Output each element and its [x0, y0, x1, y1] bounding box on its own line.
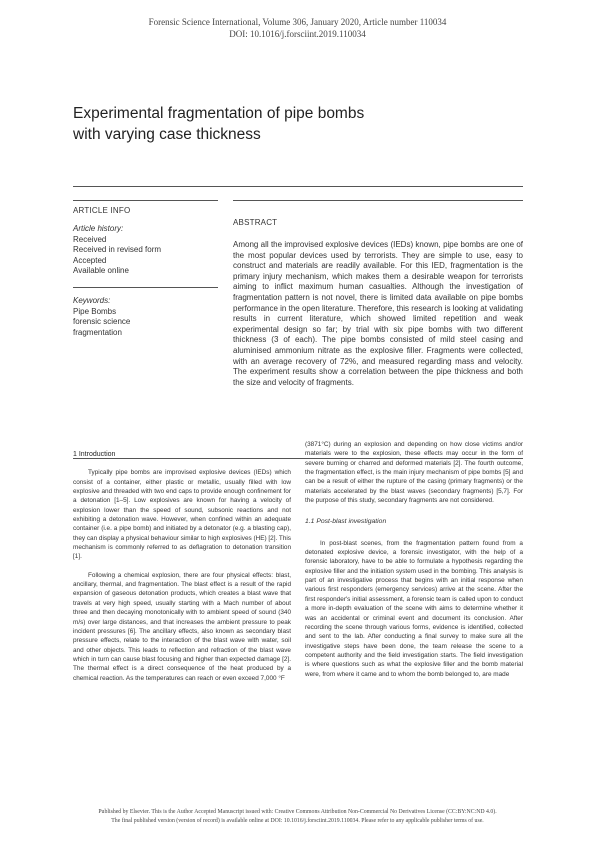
journal-citation: Forensic Science International, Volume 306, January 2020, Article number 110034: [148, 17, 447, 27]
history-item: Received in revised form: [73, 245, 162, 255]
journal-header: [0, 16, 595, 40]
body-paragraph: Following a chemical explosion, there are four physical effects: blast, ancillary, thermal, and fragmentation. The blast effect is a result of the rapid expansion of gaseous detonation products, which creates a blast wave that travels at very high speed, usually starting with a Mach number of about three and then decaying monotonically with to ambient speed of sound (340 m/s) over large distances, and that increases the ambient pressure to peak incident pressures [6]. The ancillary effects, also known as secondary blast pressure effects, relate to the interaction of the blast wave with water, soil and other objects. This leads to reflection and refraction of the blast wave which in turn can cause blast focusing and higher than expected damage [2]. The thermal effect is a direct consequence of the heat produced by a chemical reaction. As the temperatures can reach or even exceed 7,000 °F: [73, 571, 291, 682]
subsection-heading: 1.1 Post-blast investigation: [305, 518, 387, 526]
article-history: [73, 224, 223, 277]
keyword-item: forensic science: [73, 317, 131, 327]
body-column-left: [73, 450, 291, 683]
keywords-block: [73, 296, 223, 338]
title-divider: [73, 186, 523, 187]
intro-heading: 1 Introduction: [73, 451, 116, 458]
keywords-label: Keywords:: [73, 296, 111, 305]
keywords-rule: [73, 287, 218, 288]
abstract-rule: [233, 200, 523, 201]
history-item: Available online: [73, 266, 129, 276]
keyword-item: fragmentation: [73, 327, 122, 337]
article-info-rule: [73, 200, 218, 201]
article-info-heading: ARTICLE INFO: [73, 206, 131, 215]
history-item: Received: [73, 234, 107, 244]
history-label: Article history:: [73, 224, 124, 233]
footer-line: The final published version (version of record) is available online at DOI: 10.1016/j.forsciint.2019.110034. Please refer to any applicable publisher terms of use.: [111, 817, 484, 824]
history-item: Accepted: [73, 255, 107, 265]
abstract-heading: ABSTRACT: [233, 218, 278, 227]
keyword-item: Pipe Bombs: [73, 306, 117, 316]
title-line-1: Experimental fragmentation of pipe bombs: [73, 105, 365, 122]
body-column-right: [305, 440, 523, 679]
article-title: [73, 103, 513, 145]
body-paragraph: Typically pipe bombs are improvised explosive devices (IEDs) which consist of a container, either plastic or metallic, usually filled with low explosive and threaded with two end caps to provide enough confinement for a detonation [1–5]. Low explosives are known for having a velocity of explosion lower than the speed of sound, subsonic reactions and not exhibiting a detonation wave. However, when confined within an adequate container (i.e. a pipe bomb) and initiated by a detonator (e.g. a blasting cap), they can display a physical behaviour similar to high explosives (HE) [2]. This mechanism is commonly referred to as deflagration to detonation transition [1].: [73, 469, 291, 561]
body-paragraph: In post-blast scenes, from the fragmentation pattern found from a detonated explosive device, a forensic investigator, with the help of a forensic laboratory, have to be able to formulate a hypothesis regarding the explosive filler and the initiation system used in the bombing. This analysis is part of an investigative process that begins with an initial response when various first responders (emergency services) arrive at the scene. After the first responder's initial assessment, a forensic team is called upon to conduct a more in-depth evaluation of the scene with aims to determine whether it was an accidental or criminal event and document its conclusion. After recording the scene through various forms, evidence is identified, collected and sent to the lab. After conducting a final survey to make sure all the investigative steps have been done, the team release the scene to a competent authority and the field investigation starts. The field investigation is where questions such as what the explosive filler and the bomb material were, from where it came and to whom the bomb belonged to, are made: [305, 539, 523, 678]
license-footer: [0, 808, 595, 825]
footer-line: Published by Elsevier. This is the Author Accepted Manuscript issued with: Creative Commons Attribution Non-Commercial No Derivatives License (CC:BY:NC:ND 4.0).: [98, 809, 497, 815]
body-paragraph: (3871°C) during an explosion and depending on how close victims and/or materials were to the explosion, these effects may occur in the form of severe burning or charred and deformed materials [2]. The fourth outcome, the fragmentation effect, is the main injury mechanism of pipe bombs [5] and can be a result of either the rupture of the casing (primary fragments) or the materials accelerated by the blast waves (secondary fragments) [5,7]. For the purpose of this study, secondary fragments are not considered.: [305, 441, 523, 505]
doi-line: DOI: 10.1016/j.forsciint.2019.110034: [229, 29, 366, 39]
title-line-2: with varying case thickness: [73, 126, 261, 143]
abstract-text: Among all the improvised explosive devices (IEDs) known, pipe bombs are one of the most popular devices used by terrorists. They are simple to use, easy to construct and materials are readily available. For this IED, fragmentation is the primary injury mechanism, which makes them a desirable weapon for terrorists aiming to inflict maximum human casualties. Although the investigation of fragmentation pattern is not novel, there is limited data available on pipe bombs performance in the open literature. Therefore, this research is looking at validating results in current literature, which showed limited repetition and weak experimental design so far; by trial with six pipe bombs with two different thickness (3 of each). The pipe bombs consisted of mild steel casing and aluminised ammonium nitrate as the explosive filler. Fragments were collected, with an average recovery of 72%, and measured regarding mass and velocity. The experiment results show a correlation between the pipe thickness and both the size and velocity of fragments.: [233, 240, 523, 387]
